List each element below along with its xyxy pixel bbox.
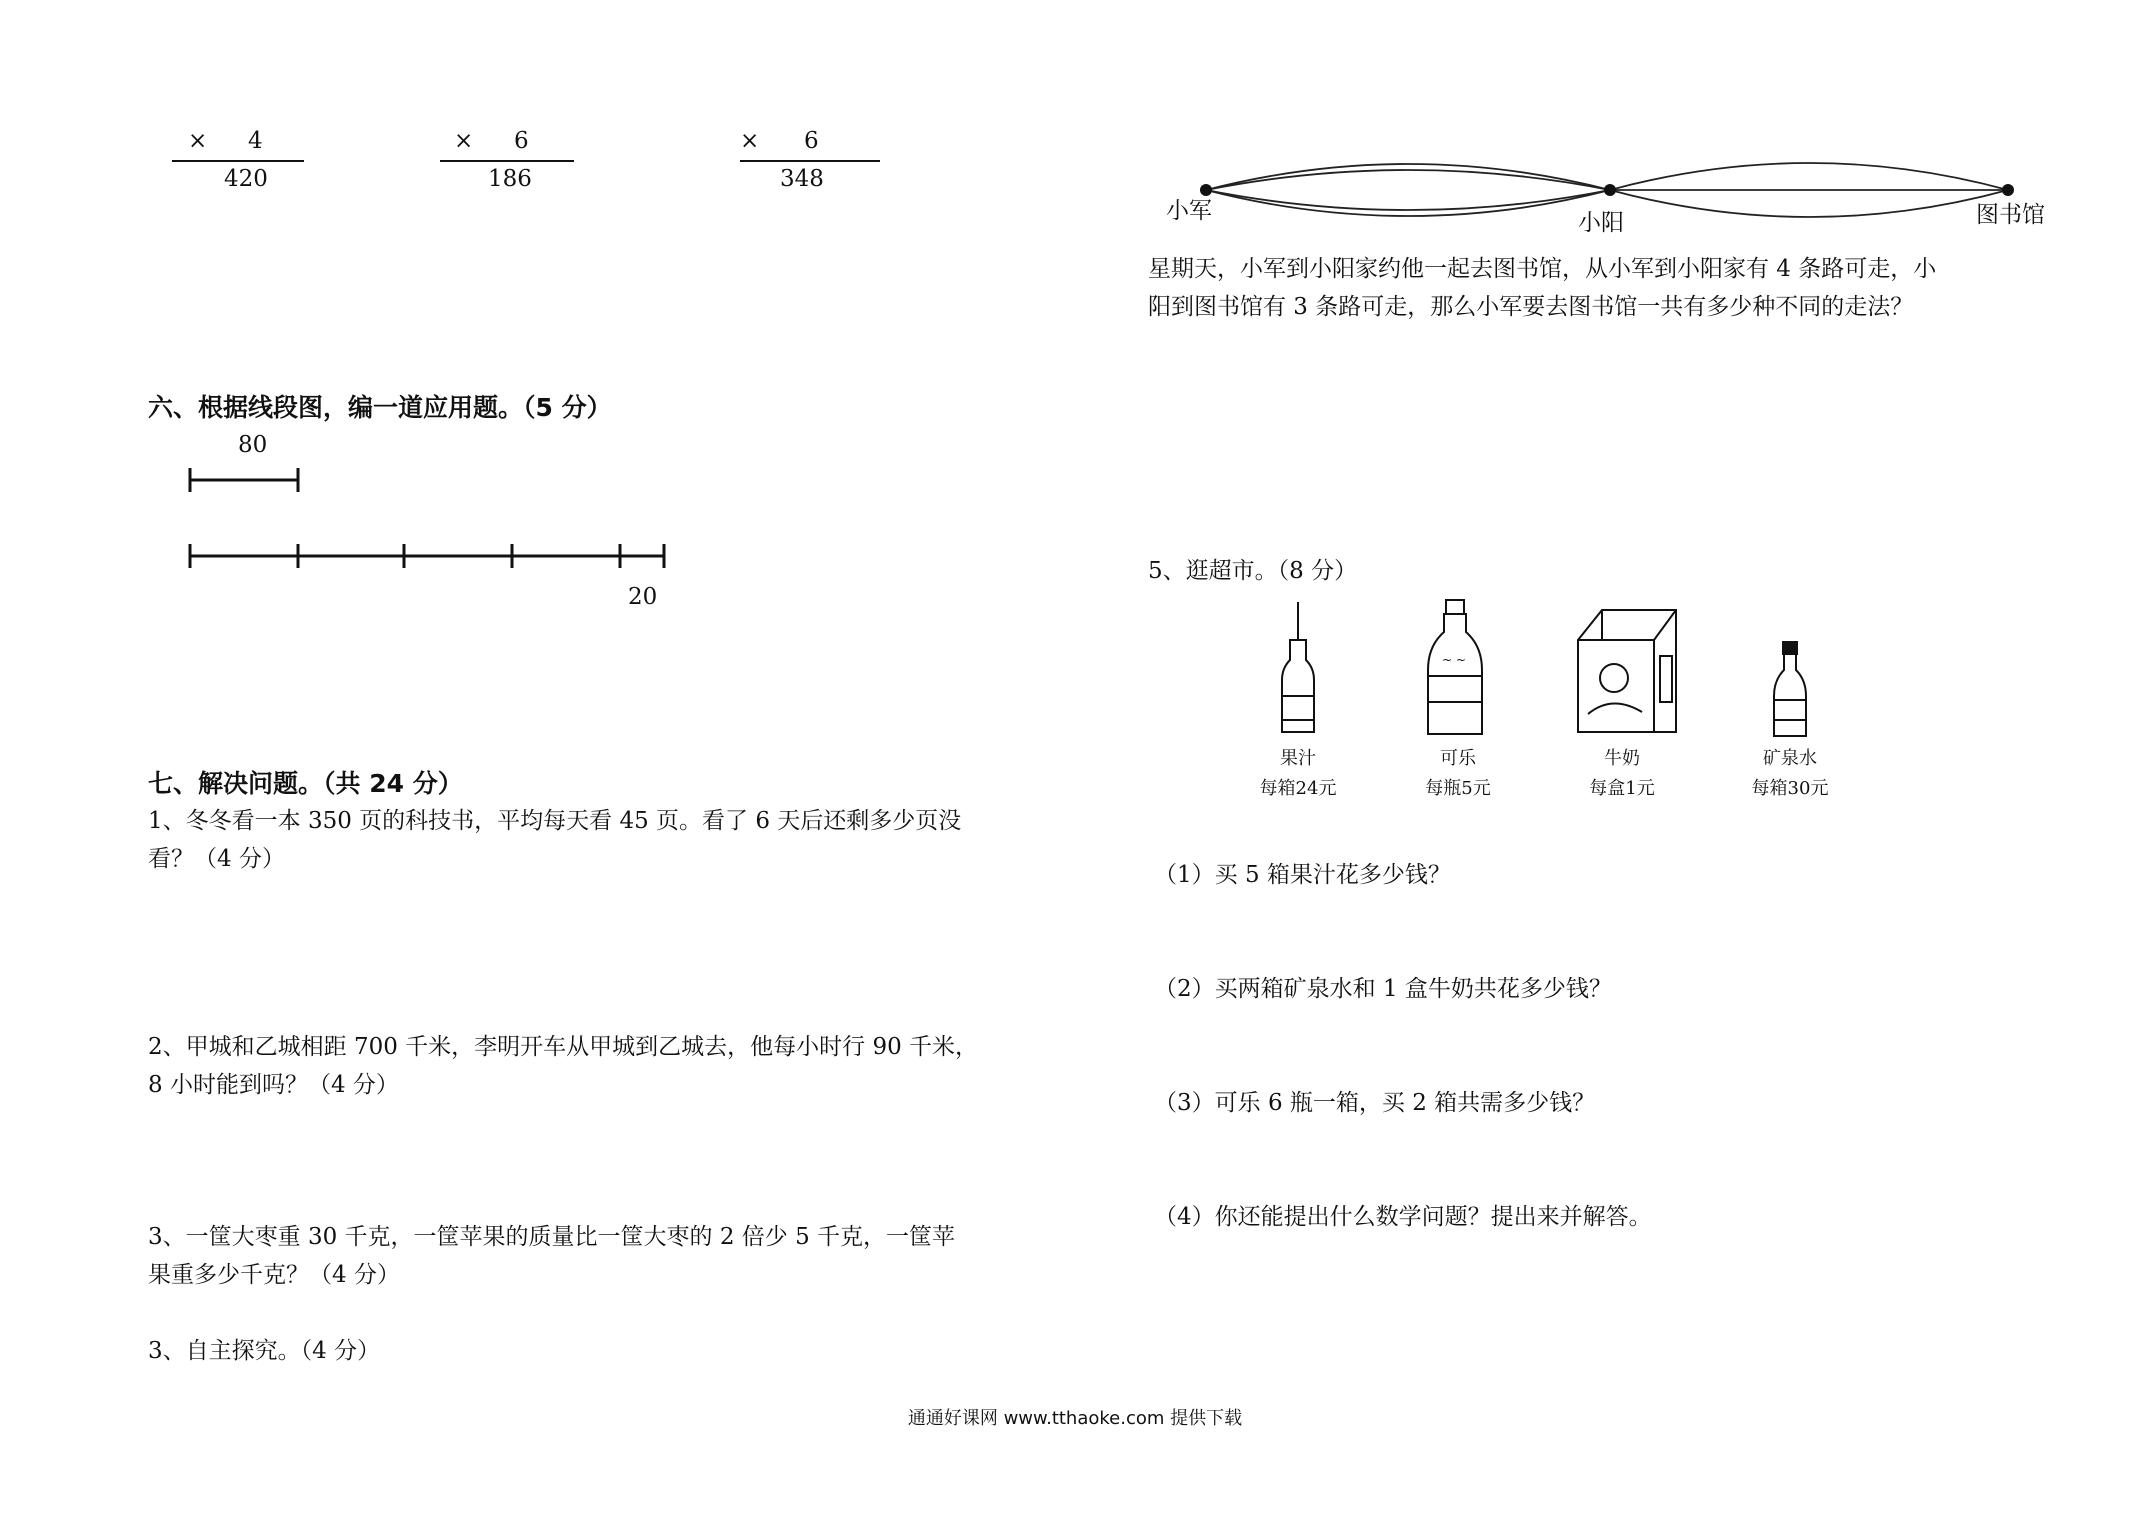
product-price: 每瓶5元 [1425,778,1491,799]
multiplier: 4 [248,128,263,154]
product-price: 每箱24元 [1259,778,1337,799]
section7-title: 七、解决问题。（共 24 分） [148,769,463,798]
result: 420 [224,166,268,192]
route-label-a: 小军 [1166,198,1212,224]
multiplication-2 [440,128,580,208]
route-question-line-1: 星期天，小军到小阳家约他一起去图书馆，从小军到小阳家有 4 条路可走，小 [1148,256,1937,282]
q5-question-2: （2）买两箱矿泉水和 1 盒牛奶共花多少钱？ [1154,976,1612,1002]
question-1-line-1: 1、冬冬看一本 350 页的科技书，平均每天看 45 页。看了 6 天后还剩多少页没 [148,808,962,834]
product-price: 每箱30元 [1751,778,1829,799]
route-question-line-2: 阳到图书馆有 3 条路可走，那么小军要去图书馆一共有多少种不同的走法？ [1148,294,1914,320]
juice-bottle-icon [1268,600,1328,740]
result: 348 [780,166,824,192]
times-sign: × [740,128,760,154]
multiplier: 6 [514,128,529,154]
result: 186 [488,166,532,192]
page-footer: 通通好课网 www.tthaoke.com 提供下载 [907,1408,1243,1429]
question-2-line-2: 8 小时能到吗？（4 分） [148,1072,399,1098]
water-bottle-icon [1770,640,1810,740]
product-name: 矿泉水 [1763,748,1817,769]
question-3-line-2: 果重多少千克？（4 分） [148,1262,400,1288]
times-sign: × [188,128,208,154]
multiplication-3 [740,128,880,208]
route-label-c: 图书馆 [1976,202,2045,228]
line-segment-diagram [180,460,680,580]
q5-title: 5、逛超市。（8 分） [1148,558,1358,584]
question-3b: 3、自主探究。（4 分） [148,1338,381,1364]
svg-text:~ ~: ~ ~ [1442,653,1466,667]
multiplier: 6 [804,128,819,154]
question-2-line-1: 2、甲城和乙城相距 700 千米，李明开车从甲城到乙城去，他每小时行 90 千米， [148,1034,979,1060]
cola-bottle-icon [1420,598,1490,740]
underline [740,160,880,162]
underline [440,160,574,162]
times-sign: × [454,128,474,154]
product-price: 每盒1元 [1589,778,1655,799]
product-name: 可乐 [1440,748,1476,769]
q5-question-1: （1）买 5 箱果汁花多少钱？ [1154,862,1451,888]
q5-question-4: （4）你还能提出什么数学问题？提出来并解答。 [1154,1204,1652,1230]
segment-top-label: 80 [238,432,268,458]
product-name: 果汁 [1280,748,1316,769]
route-label-b: 小阳 [1578,210,1624,236]
milk-carton-icon [1572,604,1682,740]
segment-bottom-label: 20 [628,584,658,610]
underline [172,160,304,162]
question-3-line-1: 3、一筐大枣重 30 千克，一筐苹果的质量比一筐大枣的 2 倍少 5 千克，一筐苹 [148,1224,956,1250]
section6-title: 六、根据线段图，编一道应用题。（5 分） [148,393,612,422]
q5-question-3: （3）可乐 6 瓶一箱，买 2 箱共需多少钱？ [1154,1090,1596,1116]
question-1-line-2: 看？（4 分） [148,846,285,872]
product-name: 牛奶 [1604,748,1640,769]
multiplication-1 [172,128,312,208]
